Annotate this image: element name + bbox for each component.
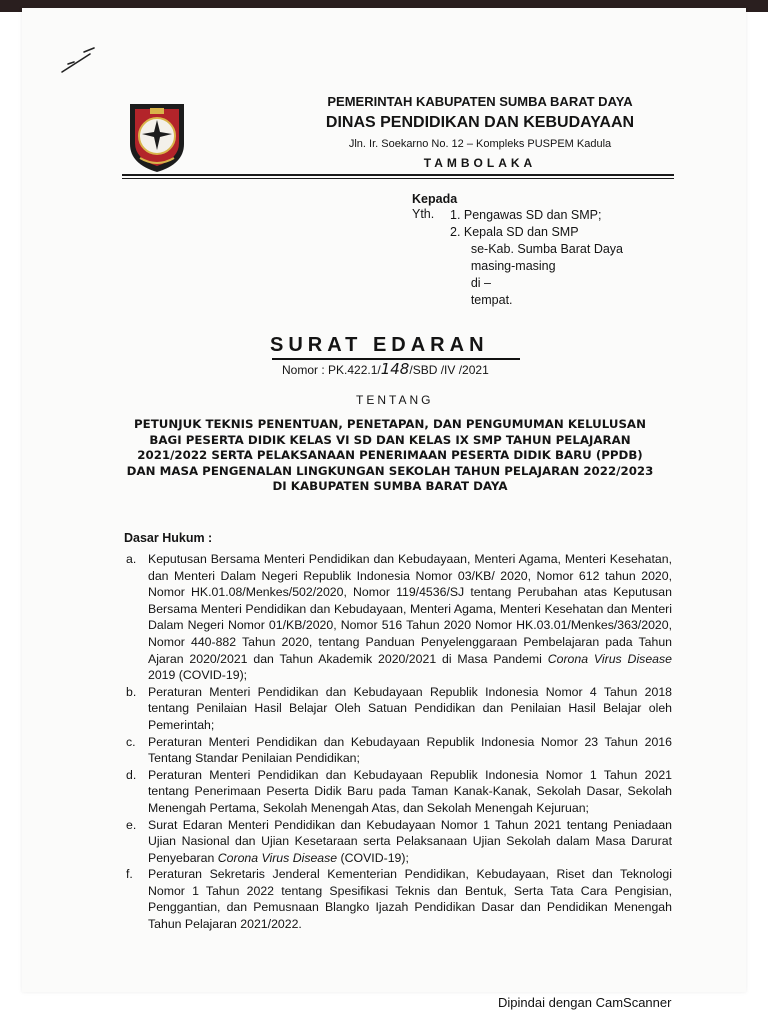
legal-item bbox=[124, 684, 672, 734]
subject-line: DAN MASA PENGENALAN LINGKUNGAN SEKOLAH TAHUN PELAJARAN 2022/2023 bbox=[126, 463, 654, 478]
legal-item-text: Keputusan Bersama Menteri Pendidikan dan Kebudayaan, Menteri Agama, Menteri Kesehatan, dan Menteri Dalam Negeri Republik Indonesia Nomor 03/KB/ 2020, Nomor 612 tahun 2020, Nomor HK.01.08/Menkes/502/2020, Nomor 119/4536/SJ tentang Perubahan atas Keputusan Bersama Menteri Pendidikan dan Kebudayaan, Menteri Agama, Menteri Kesehatan dan Menteri Dalam Negeri Nomor 01/KB/2020, Nomor 516 Tahun 2020 Nomor HK.03.01/Menkes/363/2020, Nomor 440-882 Tahun 2020, tentang Panduan Penyelenggaraan Pembelajaran pada Tahun Ajaran 2020/2021 dan Tahun Akademik 2020/2021 di Masa Pandemi Corona Virus Disease 2019 (COVID-19); bbox=[148, 552, 672, 683]
legal-item-text: Peraturan Menteri Pendidikan dan Kebudayaan Republik Indonesia Nomor 4 Tahun 2018 tentang Penilaian Hasil Belajar Oleh Satuan Pendidikan dan Penilaian Hasil Belajar oleh Pemerintah; bbox=[148, 684, 672, 732]
subject-line: DI KABUPATEN SUMBA BARAT DAYA bbox=[272, 479, 508, 494]
number-prefix: Nomor : PK.422.1/ bbox=[282, 363, 381, 377]
legal-item-letter: e. bbox=[126, 817, 137, 832]
legal-basis-list bbox=[124, 551, 672, 933]
subject-line: 2021/2022 SERTA PELAKSANAAN PENERIMAAN PESERTA DIDIK BARU (PPDB) bbox=[137, 448, 643, 463]
header-agency: DINAS PENDIDIKAN DAN KEBUDAYAAN bbox=[325, 114, 635, 131]
letterhead-rule bbox=[122, 174, 674, 176]
legal-item-letter: c. bbox=[126, 734, 136, 749]
legal-item-letter: f. bbox=[126, 867, 133, 882]
recipient-list bbox=[450, 207, 623, 309]
recipient-label: Kepada bbox=[412, 192, 458, 206]
recipient-line: 1. Pengawas SD dan SMP; bbox=[450, 208, 602, 222]
recipient-line: tempat. bbox=[450, 293, 513, 307]
number-suffix: /SBD /IV /2021 bbox=[409, 363, 489, 377]
legal-item bbox=[124, 767, 672, 817]
letterhead-rule-thin bbox=[122, 178, 674, 179]
recipient-line: se-Kab. Sumba Barat Daya bbox=[450, 242, 623, 256]
legal-item bbox=[124, 866, 672, 932]
subject-line: PETUNJUK TEKNIS PENENTUAN, PENETAPAN, DAN PENGUMUMAN KELULUSAN bbox=[134, 417, 646, 431]
legal-item-letter: d. bbox=[126, 767, 137, 782]
legal-item-letter: b. bbox=[126, 684, 137, 699]
pen-stroke-mark-icon bbox=[60, 44, 100, 74]
legal-item-text: Peraturan Menteri Pendidikan dan Kebudayaan Republik Indonesia Nomor 1 Tahun 2021 tentang Penerimaan Peserta Didik Baru pada Taman Kanak-Kanak, Sekolah Dasar, Sekolah Menengah Pertama, Sekolah Menengah Atas, dan Sekolah Menengah Kejuruan; bbox=[148, 767, 672, 815]
tentang-label: TENTANG bbox=[356, 393, 434, 407]
recipient-line: 2. Kepala SD dan SMP bbox=[450, 225, 579, 239]
legal-item bbox=[124, 551, 672, 684]
legal-item-letter: a. bbox=[126, 552, 137, 566]
legal-item bbox=[124, 817, 672, 867]
header-city: TAMBOLAKA bbox=[423, 156, 537, 170]
subject-line: BAGI PESERTA DIDIK KELAS VI SD DAN KELAS IX SMP TAHUN PELAJARAN bbox=[149, 432, 631, 447]
document-title: SURAT EDARAN bbox=[270, 334, 489, 356]
legal-basis-heading: Dasar Hukum : bbox=[124, 531, 213, 545]
subject-heading bbox=[120, 417, 660, 495]
document-number bbox=[282, 360, 489, 378]
scanner-watermark: Dipindai dengan CamScanner bbox=[498, 995, 672, 1010]
legal-item-text: Peraturan Menteri Pendidikan dan Kebudayaan Republik Indonesia Nomor 23 Tahun 2016 Tentang Standar Penilaian Pendidikan; bbox=[148, 734, 672, 766]
recipient-line: masing-masing bbox=[450, 259, 556, 273]
recipient-salutation: Yth. bbox=[412, 207, 435, 221]
recipient-line: di – bbox=[450, 276, 491, 290]
number-handwritten: 148 bbox=[380, 360, 410, 378]
legal-item-text: Surat Edaran Menteri Pendidikan dan Kebudayaan Nomor 1 Tahun 2021 tentang Peniadaan Ujian Nasional dan Ujian Kesetaraan serta Pelaksanaan Ujian Sekolah dalam Masa Darurat Penyebaran Corona Virus Disease (COVID-19); bbox=[148, 817, 672, 865]
header-address: Jln. Ir. Soekarno No. 12 – Kompleks PUSPEM Kadula bbox=[348, 138, 612, 150]
legal-item-text: Peraturan Sekretaris Jenderal Kementerian Pendidikan, Kebudayaan, Riset dan Teknologi Nomor 1 Tahun 2022 tentang Spesifikasi Teknis dan Bentuk, Serta Tata Cara Pengisian, Penggantian, dan Pemusnaan Blangko Ijazah Pendidikan Dasar dan Pendidikan Menengah Tahun Pelajaran 2021/2022. bbox=[148, 867, 672, 932]
legal-item bbox=[124, 734, 672, 767]
header-government: PEMERINTAH KABUPATEN SUMBA BARAT DAYA bbox=[327, 94, 633, 109]
